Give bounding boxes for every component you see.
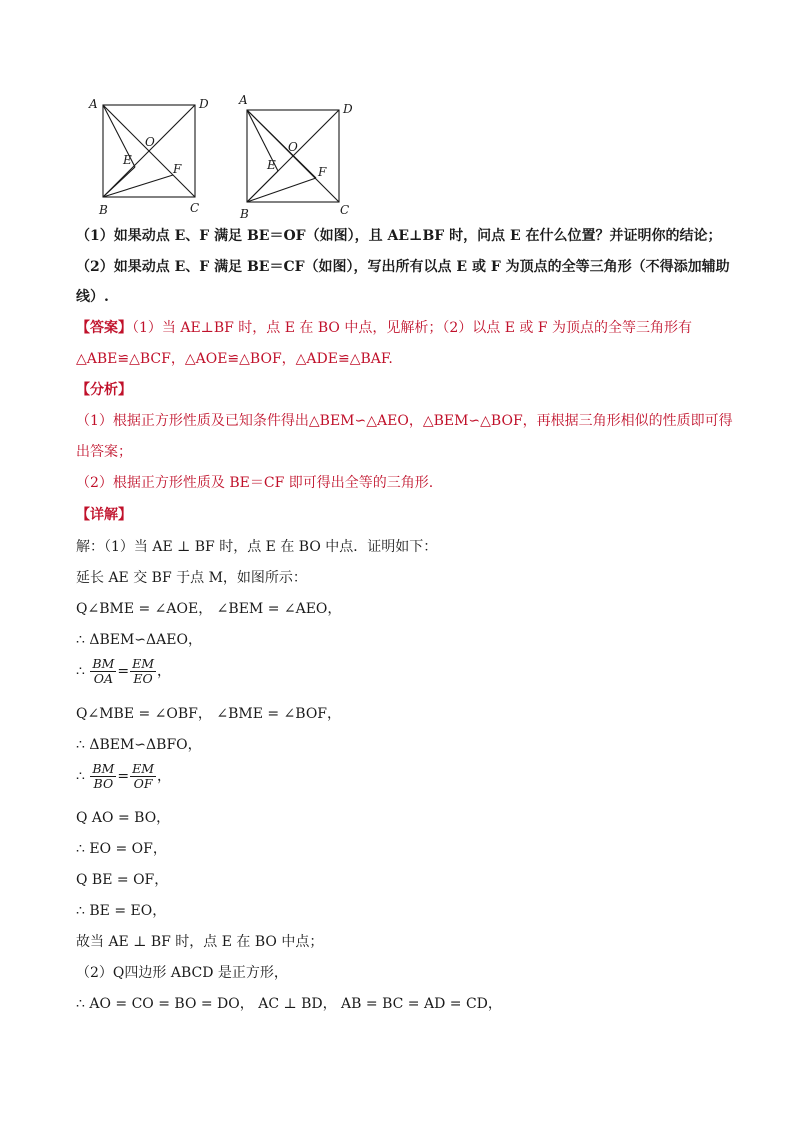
fraction-2-right-num: EM [132,761,155,776]
fraction-line-2 [76,762,171,791]
figure-left [88,93,228,223]
label-d-right: D [343,102,353,116]
label-f-right: F [318,165,327,179]
fraction-2-eq: = [117,768,130,785]
fraction-1-left [90,657,116,686]
segment-be-right [247,171,278,202]
detail-line-11: 故当 AE ⊥ BF 时，点 E 在 BO 中点； [76,934,324,950]
answer-line-1 [76,318,692,338]
label-o-right: O [288,140,298,154]
detail-line-5: Q∠MBE = ∠OBF， ∠BME = ∠BOF， [76,706,342,722]
fraction-2-right [130,762,156,791]
question-2-line-2: 线）. [76,289,109,305]
fraction-1-right [130,657,156,686]
figures-area [88,93,388,223]
fraction-1-eq: = [117,663,130,680]
segment-bf-right [247,178,316,202]
detail-line-13: ∴ AO = CO = BO = DO， AC ⊥ BD， AB = BC = AD = CD， [76,996,502,1012]
analysis-tag: 【分析】 [76,382,132,398]
fraction-2-left [90,762,116,791]
question-1: （1）如果动点 E、F 满足 BE＝OF（如图），且 AE⊥BF 时，问点 E 在什么位置？并证明你的结论； [76,228,722,244]
figure-right [234,93,374,223]
detail-line-8: ∴ EO = OF， [76,841,167,857]
detail-line-2: 延长 AE 交 BF 于点 M，如图所示： [76,570,307,586]
label-e-right: E [267,158,276,172]
detail-line-4: ∴ ΔBEM∽ΔAEO， [76,632,202,648]
analysis-line-2: 出答案； [76,444,132,460]
detail-line-7: Q AO = BO， [76,810,171,826]
fraction-1-right-num: EM [132,656,155,671]
label-d-left: D [199,97,209,111]
detail-line-9: Q BE = OF， [76,872,169,888]
label-c-left: C [190,201,200,215]
label-f-left: F [173,162,182,176]
fraction-1-suffix: ， [157,663,172,680]
label-e-left: E [123,153,132,167]
detail-line-1: 解：（1）当 AE ⊥ BF 时，点 E 在 BO 中点．证明如下： [76,539,438,555]
analysis-line-1: （1）根据正方形性质及已知条件得出△BEM∽△AEO，△BEM∽△BOF，再根据三角形相似的性质即可得 [76,413,733,429]
fraction-2-left-den: BO [93,776,114,791]
fraction-1-left-den: OA [93,671,114,686]
label-a-left: A [89,97,98,111]
fraction-2-suffix: ， [157,768,172,785]
fraction-2-prefix: ∴ [76,768,85,785]
fraction-line-1 [76,657,171,686]
detail-line-12: （2）Q四边形 ABCD 是正方形， [76,965,288,981]
detail-line-6: ∴ ΔBEM∽ΔBFO， [76,737,202,753]
fraction-1-left-num: BM [92,656,115,671]
question-2-line-1: （2）如果动点 E、F 满足 BE＝CF（如图），写出所有以点 E 或 F 为顶点的全等三角形（不得添加辅助 [76,259,730,275]
detail-line-10: ∴ BE = EO， [76,903,167,919]
label-b-left: B [99,203,108,217]
fraction-1-right-den: EO [133,671,153,686]
analysis-line-3: （2）根据正方形性质及 BE＝CF 即可得出全等的三角形. [76,475,434,491]
label-b-right: B [240,207,249,221]
answer-text-1: （1）当 AE⊥BF 时，点 E 在 BO 中点，见解析；（2）以点 E 或 F 为顶点的全等三角形有 [132,320,692,336]
fraction-2-right-den: OF [133,776,153,791]
label-o-left: O [145,135,155,149]
label-a-right: A [239,93,248,107]
answer-tag: 【答案】 [76,320,132,336]
label-c-right: C [340,203,350,217]
detail-line-3: Q∠BME = ∠AOE， ∠BEM = ∠AEO， [76,601,342,617]
fraction-1-prefix: ∴ [76,663,85,680]
fraction-2-left-num: BM [92,761,115,776]
detail-tag: 【详解】 [76,507,132,523]
answer-line-2: △ABE≌△BCF，△AOE≌△BOF，△ADE≌△BAF. [76,351,393,367]
